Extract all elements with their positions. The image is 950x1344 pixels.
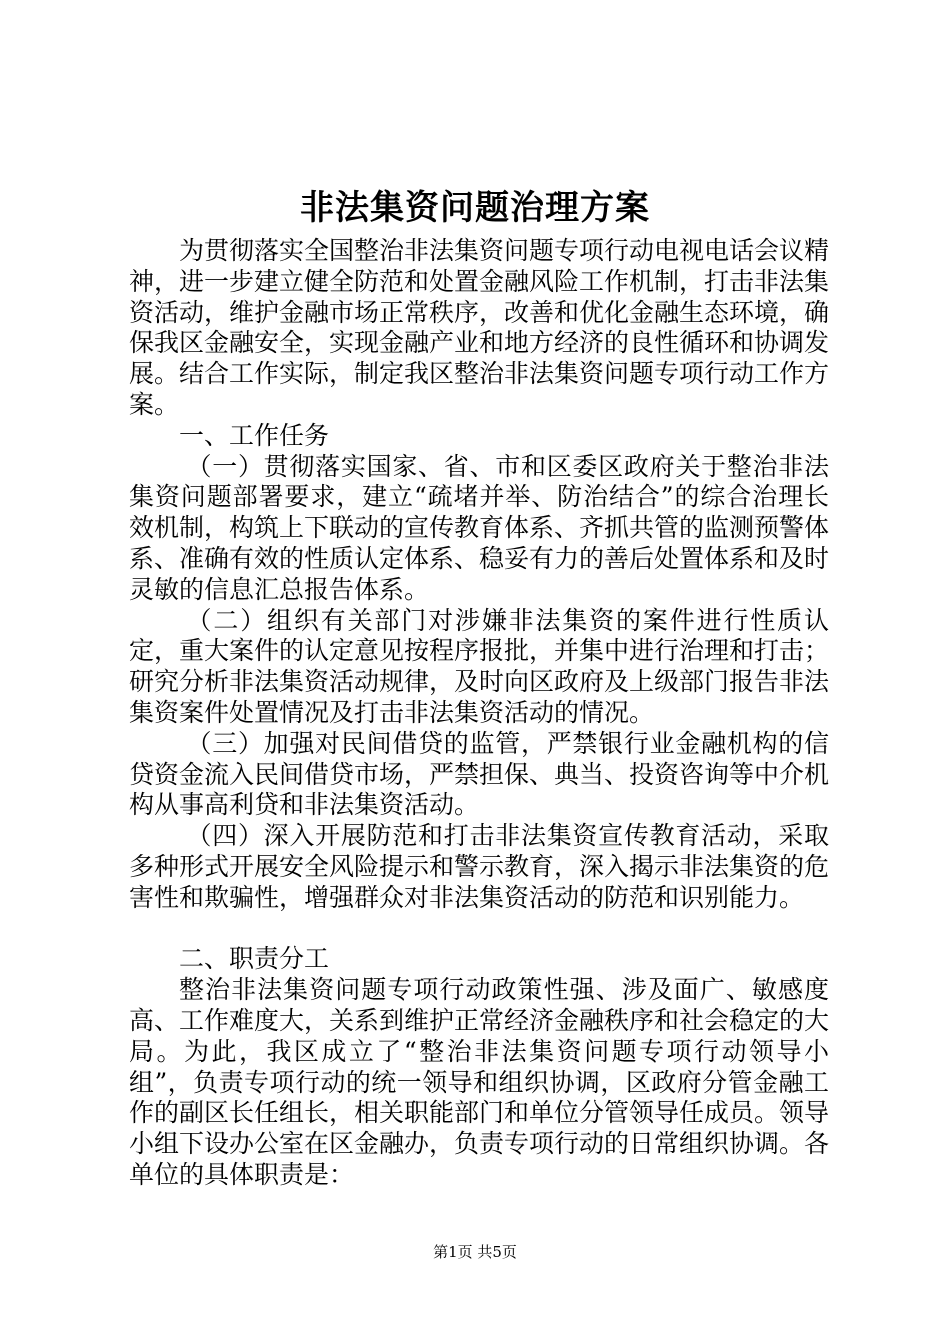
task-item-3: （三）加强对民间借贷的监管，严禁银行业金融机构的信贷资金流入民间借贷市场，严禁担保、典当、投资咨询等中介机构从事高利贷和非法集资活动。 — [129, 728, 830, 820]
section-heading-duties: 二、职责分工 — [179, 944, 330, 974]
document-body — [129, 236, 829, 1191]
document-title: 非法集资问题治理方案 — [300, 188, 650, 228]
page-footer: 第1页 共5页 — [433, 1243, 517, 1261]
paragraph-spacer — [129, 914, 829, 945]
intro-paragraph: 为贯彻落实全国整治非法集资问题专项行动电视电话会议精神，进一步建立健全防范和处置金融风险工作机制，打击非法集资活动，维护金融市场正常秩序，改善和优化金融生态环境，确保我区金融安全，实现金融产业和地方经济的良性循环和协调发展。结合工作实际，制定我区整治非法集资问题专项行动工作方案。 — [129, 236, 830, 419]
task-item-4: （四）深入开展防范和打击非法集资宣传教育活动，采取多种形式开展安全风险提示和警示教育，深入揭示非法集资的危害性和欺骗性，增强群众对非法集资活动的防范和识别能力。 — [129, 821, 830, 912]
duties-paragraph: 整治非法集资问题专项行动政策性强、涉及面广、敏感度高、工作难度大，关系到维护正常经济金融秩序和社会稳定的大局。为此，我区成立了“整治非法集资问题专项行动领导小组”，负责专项行动的统一领导和组织协调，区政府分管金融工作的副区长任组长，相关职能部门和单位分管领导任成员。领导小组下设办公室在区金融办，负责专项行动的日常组织协调。各单位的具体职责是： — [129, 975, 830, 1189]
task-item-1: （一）贯彻落实国家、省、市和区委区政府关于整治非法集资问题部署要求，建立“疏堵并举、防治结合”的综合治理长效机制，构筑上下联动的宣传教育体系、齐抓共管的监测预警体系、准确有效的性质认定体系、稳妥有力的善后处置体系和及时灵敏的信息汇总报告体系。 — [129, 451, 830, 604]
section-heading-tasks: 一、工作任务 — [179, 420, 330, 450]
task-item-2: （二）组织有关部门对涉嫌非法集资的案件进行性质认定，重大案件的认定意见按程序报批，并集中进行治理和打击；研究分析非法集资活动规律，及时向区政府及上级部门报告非法集资案件处置情况及打击非法集资活动的情况。 — [129, 605, 830, 727]
